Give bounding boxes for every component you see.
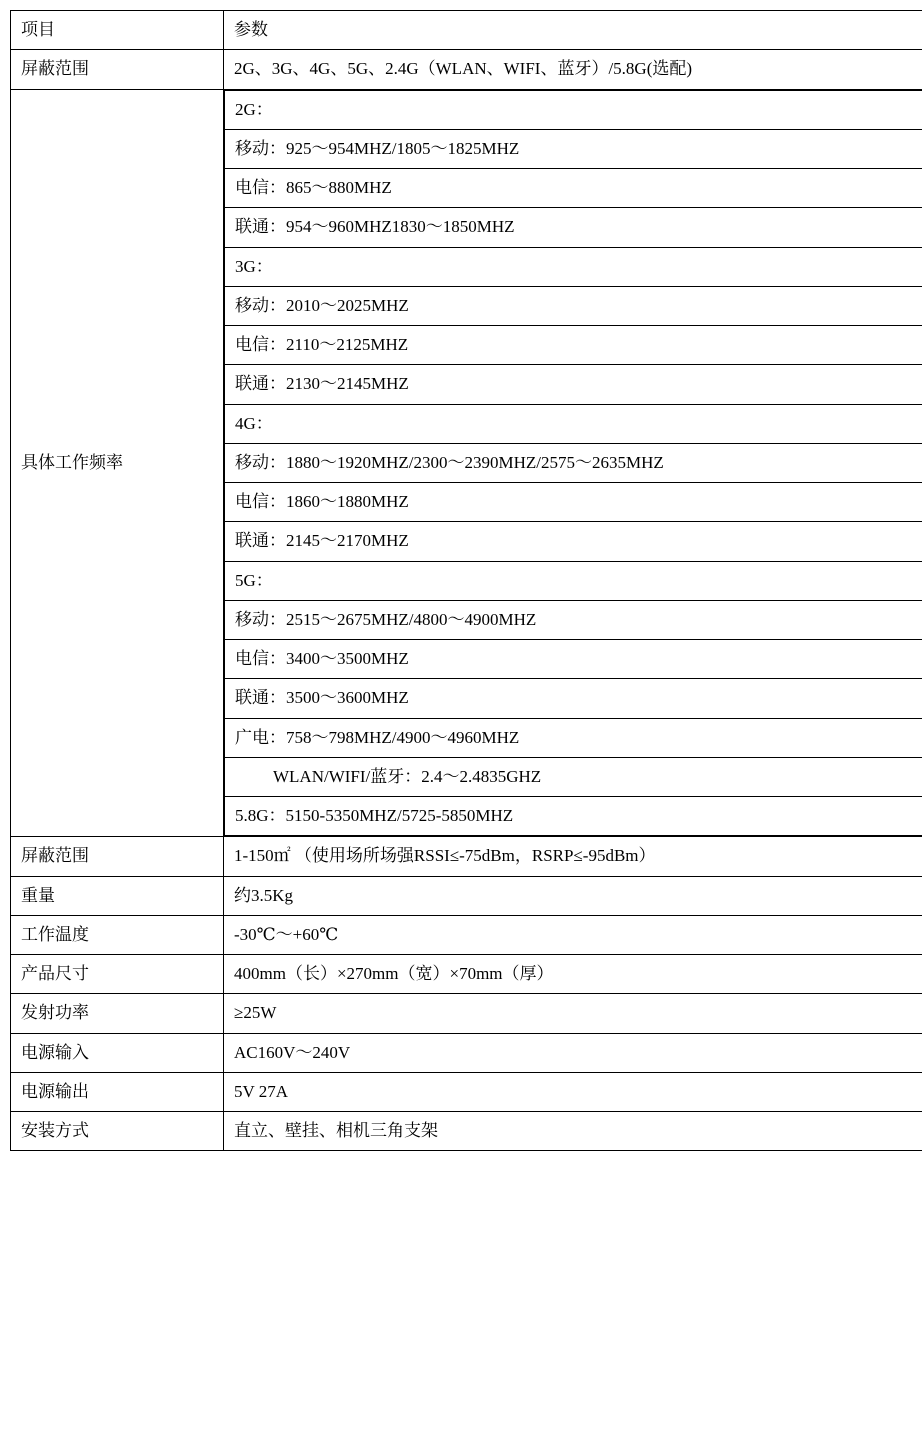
frequency-row [225,404,922,443]
frequency-line: 移动：1880～1920MHZ/2300～2390MHZ/2575～2635MHZ [225,443,922,482]
header-cell-item: 项目 [11,11,224,50]
frequency-row [225,600,922,639]
frequency-line: 2G： [225,90,922,129]
frequency-subtable [224,90,922,837]
frequency-row [225,208,922,247]
table-row [11,837,922,876]
frequency-row [225,247,922,286]
row-value-product-size: 400mm（长）×270mm（宽）×70mm（厚） [224,955,922,994]
frequency-row [225,757,922,796]
frequency-line: 移动：2010～2025MHZ [225,286,922,325]
row-label-working-frequency: 具体工作频率 [11,89,224,837]
row-value-shielding-area: 1-150㎡ （使用场所场强RSSI≤-75dBm，RSRP≤-95dBm） [224,837,922,876]
frequency-line: 电信：3400～3500MHZ [225,640,922,679]
table-row [11,876,922,915]
table-row-header [11,11,922,50]
frequency-line: 电信：1860～1880MHZ [225,483,922,522]
row-label-installation: 安装方式 [11,1112,224,1151]
row-value-power-output: 5V 27A [224,1072,922,1111]
frequency-line: 联通：2145～2170MHZ [225,522,922,561]
frequency-row [225,365,922,404]
frequency-line: 电信：2110～2125MHZ [225,326,922,365]
frequency-line: 移动：2515～2675MHZ/4800～4900MHZ [225,600,922,639]
frequency-row [225,718,922,757]
row-value-working-frequency [224,89,922,837]
row-value-installation: 直立、壁挂、相机三角支架 [224,1112,922,1151]
frequency-row [225,640,922,679]
frequency-line: 移动：925～954MHZ/1805～1825MHZ [225,129,922,168]
table-row [11,1112,922,1151]
table-row [11,50,922,89]
table-row [11,1072,922,1111]
row-label-power-input: 电源输入 [11,1033,224,1072]
table-row [11,915,922,954]
frequency-line: 联通：954～960MHZ1830～1850MHZ [225,208,922,247]
row-value-power-input: AC160V～240V [224,1033,922,1072]
specification-table [10,10,922,1151]
row-label-product-size: 产品尺寸 [11,955,224,994]
frequency-row [225,169,922,208]
frequency-row [225,129,922,168]
row-label-shielding-bands: 屏蔽范围 [11,50,224,89]
header-cell-param: 参数 [224,11,922,50]
frequency-row [225,797,922,836]
frequency-line: 联通：2130～2145MHZ [225,365,922,404]
row-label-transmit-power: 发射功率 [11,994,224,1033]
row-label-weight: 重量 [11,876,224,915]
row-value-shielding-bands: 2G、3G、4G、5G、2.4G（WLAN、WIFI、蓝牙）/5.8G(选配) [224,50,922,89]
table-row [11,994,922,1033]
frequency-line: 电信：865～880MHZ [225,169,922,208]
frequency-row [225,443,922,482]
row-label-operating-temperature: 工作温度 [11,915,224,954]
row-label-shielding-area: 屏蔽范围 [11,837,224,876]
frequency-row [225,561,922,600]
frequency-line: 5G： [225,561,922,600]
frequency-line-wlan: WLAN/WIFI/蓝牙：2.4～2.4835GHZ [225,757,922,796]
frequency-row [225,326,922,365]
table-row [11,1033,922,1072]
frequency-line: 4G： [225,404,922,443]
frequency-row [225,679,922,718]
frequency-row [225,522,922,561]
frequency-row [225,286,922,325]
frequency-line: 广电：758～798MHZ/4900～4960MHZ [225,718,922,757]
frequency-line: 5.8G：5150-5350MHZ/5725-5850MHZ [225,797,922,836]
frequency-line: 3G： [225,247,922,286]
frequency-row [225,483,922,522]
row-label-power-output: 电源输出 [11,1072,224,1111]
frequency-row [225,90,922,129]
frequency-line: 联通：3500～3600MHZ [225,679,922,718]
row-value-transmit-power: ≥25W [224,994,922,1033]
table-row-frequencies [11,89,922,837]
row-value-weight: 约3.5Kg [224,876,922,915]
row-value-operating-temperature: -30℃～+60℃ [224,915,922,954]
table-row [11,955,922,994]
